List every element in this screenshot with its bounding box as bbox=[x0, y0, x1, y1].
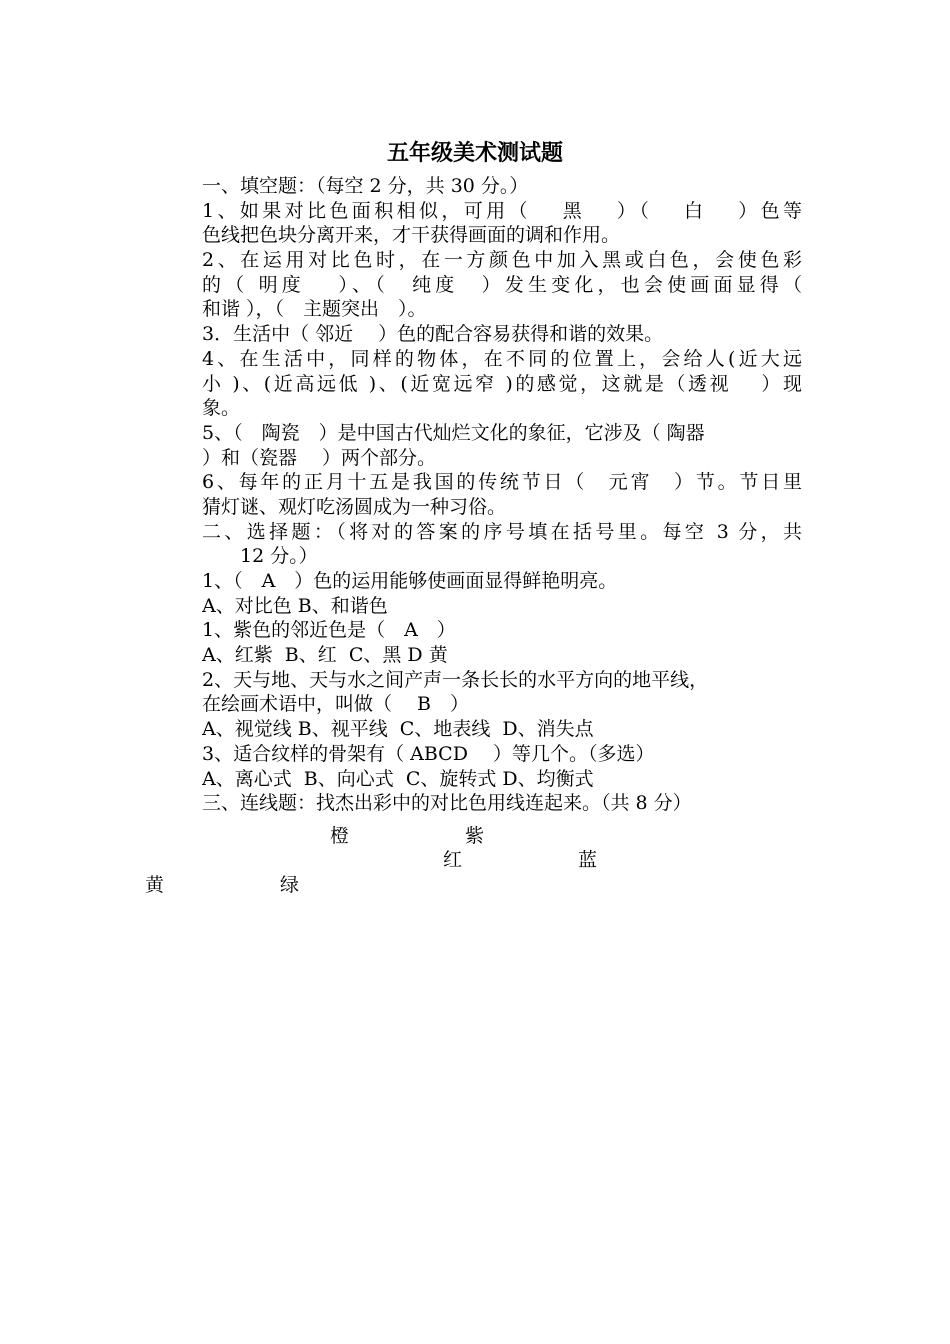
question-line: 小 )、(近高远低 )、(近宽远窄 )的感觉，这就是（透视 ）现 bbox=[202, 372, 802, 395]
question-line: 在绘画术语中，叫做（ B ） bbox=[202, 693, 470, 716]
question-line: 1、如果对比色面积相似，可用（ 黑 ）（ 白 ）色等 bbox=[202, 199, 802, 222]
question-line: 象。 bbox=[202, 397, 241, 420]
section-matching-heading: 三、连线题：找杰出彩中的对比色用线连起来。（共 8 分） bbox=[202, 792, 692, 815]
answer-options: A、红紫 B、红 C、黑 D 黄 bbox=[202, 644, 448, 667]
question-body bbox=[202, 174, 802, 816]
question-line: 色线把色块分离开来，才干获得画面的调和作用。 bbox=[202, 224, 621, 247]
question-line: ）和（瓷器 ）两个部分。 bbox=[202, 446, 437, 469]
question-line: 1、（ A ）色的运用能够使画面显得鲜艳明亮。 bbox=[202, 570, 618, 592]
question-line: 12 分。） bbox=[240, 545, 318, 568]
section-fill-blank-heading: 一、填空题：（每空 2 分，共 30 分。） bbox=[202, 175, 529, 197]
question-line: 2、在运用对比色时，在一方颜色中加入黑或白色，会使色彩 bbox=[202, 249, 802, 272]
answer-options: A、离心式 B、向心式 C、旋转式 D、均衡式 bbox=[202, 767, 594, 790]
question-line: 1、紫色的邻近色是（ A ） bbox=[202, 619, 456, 642]
section-choice-heading: 二、选择题：（将对的答案的序号填在括号里。每空 3 分，共 bbox=[202, 520, 802, 543]
color-word-yellow: 黄 bbox=[145, 874, 165, 896]
answer-options: A、视觉线 B、视平线 C、地表线 D、消失点 bbox=[202, 718, 594, 741]
question-line: 4、在生活中，同样的物体，在不同的位置上，会给人(近大远 bbox=[202, 347, 802, 370]
question-line: 的（ 明度 ）、（ 纯度 ）发生变化，也会使画面显得（ bbox=[202, 273, 802, 296]
question-line: 6、每年的正月十五是我国的传统节日（ 元宵 ）节。节日里 bbox=[202, 471, 802, 494]
color-word-green: 绿 bbox=[280, 874, 300, 896]
question-line: 3、适合纹样的骨架有（ ABCD ）等几个。（多选） bbox=[202, 742, 655, 765]
color-word-orange: 橙 bbox=[330, 825, 350, 847]
answer-options: A、对比色 B、和谐色 bbox=[202, 594, 388, 617]
question-line: 猜灯谜、观灯吃汤圆成为一种习俗。 bbox=[202, 495, 507, 518]
question-line: 2、天与地、天与水之间产声一条长长的水平方向的地平线， bbox=[202, 668, 709, 691]
question-line: 和谐 ），（ 主题突出 ）。 bbox=[202, 298, 427, 321]
page-title: 五年级美术测试题 bbox=[386, 141, 563, 166]
color-word-blue: 蓝 bbox=[578, 849, 598, 871]
question-line: 3．生活中（ 邻近 ）色的配合容易获得和谐的效果。 bbox=[202, 323, 664, 346]
question-line: 5、（ 陶瓷 ）是中国古代灿烂文化的象征，它涉及（ 陶器 bbox=[202, 421, 705, 444]
color-word-red: 红 bbox=[443, 849, 463, 871]
color-word-purple: 紫 bbox=[465, 825, 485, 847]
